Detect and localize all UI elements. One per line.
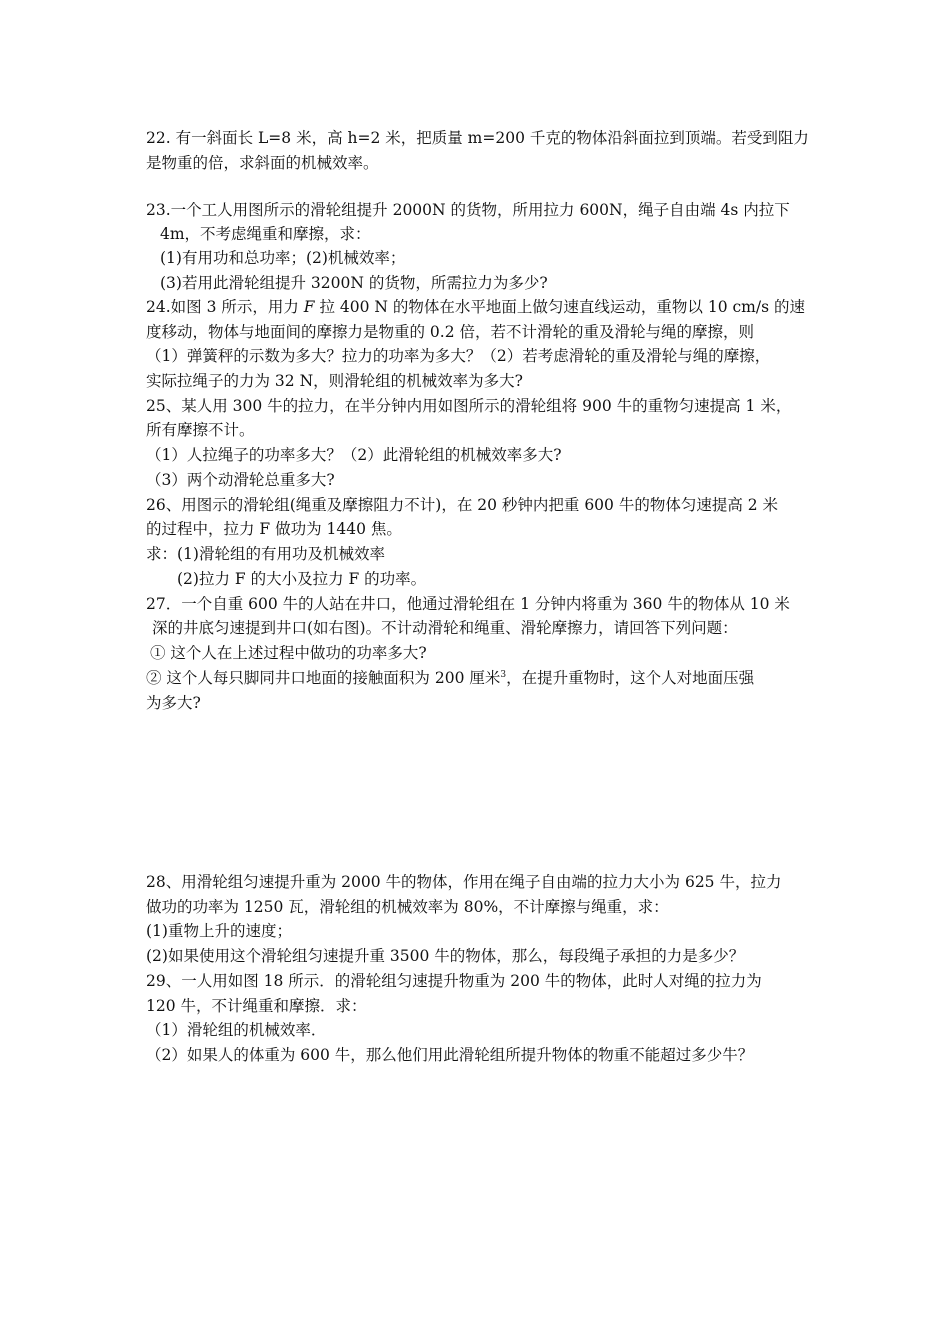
q25-line-2: 所有摩擦不计。 (146, 421, 255, 439)
q25-line-1: 25、某人用 300 牛的拉力，在半分钟内用如图所示的滑轮组将 900 牛的重物匀速提高 1 米， (146, 397, 792, 415)
q24-line-4: 实际拉绳子的力为 32 N，则滑轮组的机械效率为多大? (146, 372, 523, 390)
q24-line-1a: 24.如图 3 所示，用力 (146, 298, 304, 316)
q22-line-2: 是物重的倍，求斜面的机械效率。 (146, 154, 379, 172)
q27-line-3: ① 这个人在上述过程中做功的功率多大? (150, 644, 427, 662)
q29-line-1: 29、一人用如图 18 所示．的滑轮组匀速提升物重为 200 牛的物体，此时人对绳的拉力为 (146, 972, 762, 990)
q24-line-1 (146, 297, 805, 317)
q23-line-2: 4m，不考虑绳重和摩擦，求： (160, 225, 371, 243)
q24-line-2: 度移动，物体与地面间的摩擦力是物重的 0.2 倍，若不计滑轮的重及滑轮与绳的摩擦，则 (146, 323, 755, 341)
q26-line-3: 求：(1)滑轮组的有用功及机械效率 (146, 545, 385, 563)
q26-line-2: 的过程中，拉力 F 做功为 1440 焦。 (146, 520, 402, 538)
q29-line-3: （1）滑轮组的机械效率． (146, 1021, 327, 1039)
q27-line-2: 深的井底匀速提到井口(如右图)。不计动滑轮和绳重、滑轮摩擦力，请回答下列问题： (152, 619, 738, 637)
q27-line-4b: ，在提升重物时，这个人对地面压强 (506, 669, 755, 687)
q28-line-3: (1)重物上升的速度； (146, 922, 292, 940)
q27-superscript: 3 (500, 669, 507, 680)
q23-line-4: (3)若用此滑轮组提升 3200N 的货物，所需拉力为多少? (160, 274, 548, 292)
q25-line-3: （1）人拉绳子的功率多大？（2）此滑轮组的机械效率多大? (146, 446, 562, 464)
q29-line-2: 120 牛，不计绳重和摩擦．求： (146, 997, 367, 1015)
q27-line-1: 27．一个自重 600 牛的人站在井口，他通过滑轮组在 1 分钟内将重为 360 牛的物体从 10 米 (146, 595, 790, 613)
q28-line-2: 做功的功率为 1250 瓦，滑轮组的机械效率为 80%，不计摩擦与绳重，求： (146, 898, 669, 916)
q27-line-4 (146, 668, 754, 688)
q29-line-4: （2）如果人的体重为 600 牛，那么他们用此滑轮组所提升物体的物重不能超过多少牛？ (146, 1046, 754, 1064)
q24-force-symbol: F (303, 298, 315, 316)
q27-line-5: 为多大? (146, 694, 201, 712)
q26-line-1: 26、用图示的滑轮组(绳重及摩擦阻力不计)，在 20 秒钟内把重 600 牛的物体匀速提高 2 米 (146, 496, 779, 514)
q26-line-4: (2)拉力 F 的大小及拉力 F 的功率。 (177, 570, 427, 588)
q24-line-1b: 拉 400 N 的物体在水平地面上做匀速直线运动，重物以 10 cm/s 的速 (314, 298, 805, 316)
q24-line-3: （1）弹簧秤的示数为多大？拉力的功率为多大？（2）若考虑滑轮的重及滑轮与绳的摩擦， (146, 347, 771, 365)
q27-line-4a: ② 这个人每只脚同井口地面的接触面积为 200 厘米 (146, 669, 501, 687)
q23-line-3: (1)有用功和总功率；(2)机械效率； (160, 249, 406, 267)
q28-line-1: 28、用滑轮组匀速提升重为 2000 牛的物体，作用在绳子自由端的拉力大小为 625 牛，拉力 (146, 873, 782, 891)
q22-line-1: 22. 有一斜面长 L=8 米，高 h=2 米，把质量 m=200 千克的物体沿斜面拉到顶端。若受到阻力 (146, 129, 809, 147)
q23-line-1: 23.一个工人用图所示的滑轮组提升 2000N 的货物，所用拉力 600N，绳子自由端 4s 内拉下 (146, 201, 790, 219)
q25-line-4: （3）两个动滑轮总重多大? (146, 471, 335, 489)
q28-line-4: (2)如果使用这个滑轮组匀速提升重 3500 牛的物体，那么，每段绳子承担的力是多少？ (146, 947, 745, 965)
